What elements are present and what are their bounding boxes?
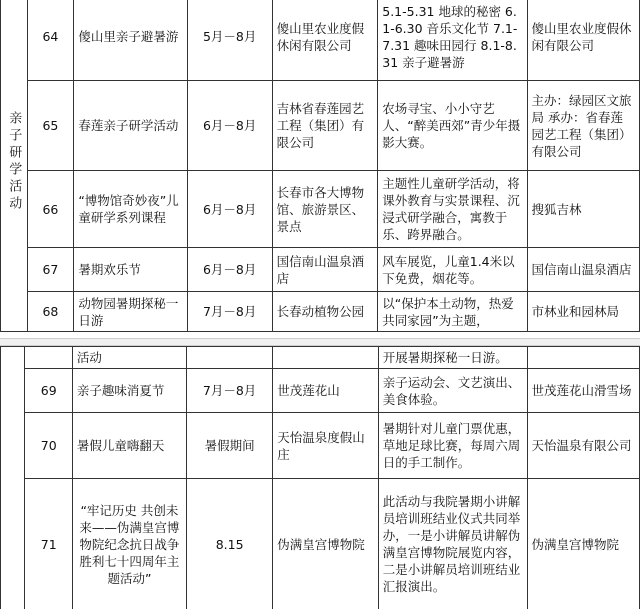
table-row [1, 171, 640, 248]
row-number: 68 [27, 292, 74, 332]
row-number: 64 [27, 0, 74, 81]
activity-place: 天怡温泉度假山庄 [273, 413, 378, 479]
activity-name: 傻山里亲子避暑游 [74, 0, 187, 81]
table-row [1, 369, 640, 413]
organizer: 市林业和园林局 [527, 292, 639, 332]
activity-time: 暑假期间 [186, 413, 272, 479]
activity-time: 7月－8月 [187, 292, 272, 332]
table-row [1, 81, 640, 171]
activity-name-continued: 活动 [72, 347, 186, 369]
row-number: 65 [27, 81, 74, 171]
activity-time: 7月－8月 [186, 369, 272, 413]
table-row [1, 248, 640, 292]
activity-time: 6月－8月 [187, 81, 272, 171]
activity-content: 以“保护本土动物，热爱共同家园”为主题， [378, 292, 527, 332]
activity-name: 动物园暑期探秘一日游 [74, 292, 187, 332]
activity-time: 8.15 [186, 479, 272, 609]
row-number: 69 [25, 369, 72, 413]
activity-name: 春莲亲子研学活动 [74, 81, 187, 171]
activity-content-continued: 开展暑期探秘一日游。 [378, 347, 527, 369]
table-row [1, 347, 640, 369]
activity-content: 暑期针对儿童门票优惠，草地足球比赛，每周六周日的手工制作。 [378, 413, 527, 479]
activity-content: 农场寻宝、小小守艺人、“醉美西郊”青少年摄影大赛。 [378, 81, 527, 171]
table-row [1, 479, 640, 609]
row-number: 71 [25, 479, 72, 609]
organizer: 傻山里农业度假休闲有限公司 [527, 0, 639, 81]
category-cell-continued [1, 347, 25, 609]
table-row [1, 413, 640, 479]
activity-content: 主题性儿童研学活动，将课外教育与实景课程、沉浸式研学融合，寓教于乐、跨界融合。 [378, 171, 527, 248]
activity-place-continued [273, 347, 378, 369]
activity-place: 傻山里农业度假休闲有限公司 [272, 0, 378, 81]
activity-name: “博物馆奇妙夜”儿童研学系列课程 [74, 171, 187, 248]
organizer: 天怡温泉有限公司 [527, 413, 639, 479]
activity-name: 暑假儿童嗨翻天 [72, 413, 186, 479]
organizer: 国信南山温泉酒店 [527, 248, 639, 292]
activity-time: 6月－8月 [187, 248, 272, 292]
category-cell [1, 0, 28, 332]
activity-content: 5.1-5.31 地球的秘密 6.1-6.30 音乐文化节 7.1-7.31 趣味田园行 8.1-8.31 亲子避暑游 [378, 0, 527, 81]
activity-time: 5月－8月 [187, 0, 272, 81]
row-number: 66 [27, 171, 74, 248]
activity-place: 国信南山温泉酒店 [272, 248, 378, 292]
activity-content: 此活动与我院暑期小讲解员培训班结业仪式共同举办，一是小讲解员讲解伪满皇宫博物院展览内容，二是小讲解员培训班结业汇报演出。 [378, 479, 527, 609]
organizer: 搜狐吉林 [527, 171, 639, 248]
activity-name: “牢记历史 共创未来——伪满皇宫博物院纪念抗日战争胜利七十四周年主题活动” [72, 479, 186, 609]
organizer-continued [527, 347, 639, 369]
activity-name: 暑期欢乐节 [74, 248, 187, 292]
table-row [1, 0, 640, 81]
activity-place: 长春市各大博物馆、旅游景区、景点 [272, 171, 378, 248]
activity-name: 亲子趣味消夏节 [72, 369, 186, 413]
row-number: 70 [25, 413, 72, 479]
activity-place: 长春动植物公园 [272, 292, 378, 332]
organizer: 世茂莲花山滑雪场 [527, 369, 639, 413]
organizer: 伪满皇宫博物院 [527, 479, 639, 609]
row-number: 67 [27, 248, 74, 292]
page-break [0, 338, 640, 346]
table-page-2 [0, 346, 640, 609]
activity-place: 世茂莲花山 [273, 369, 378, 413]
activity-table-part-2 [0, 346, 640, 609]
activity-place: 伪满皇宫博物院 [273, 479, 378, 609]
activity-place: 吉林省春莲园艺工程（集团）有限公司 [272, 81, 378, 171]
activity-time: 6月－8月 [187, 171, 272, 248]
organizer: 主办：绿园区文旅局 承办：省春莲园艺工程（集团）有限公司 [527, 81, 639, 171]
row-number-continued [25, 347, 72, 369]
activity-time-continued [186, 347, 272, 369]
table-row [1, 292, 640, 332]
category-label: 亲子研学活动 [6, 111, 22, 213]
activity-content: 风车展览，儿童1.4米以下免费，烟花等。 [378, 248, 527, 292]
activity-content: 亲子运动会、文艺演出、美食体验。 [378, 369, 527, 413]
